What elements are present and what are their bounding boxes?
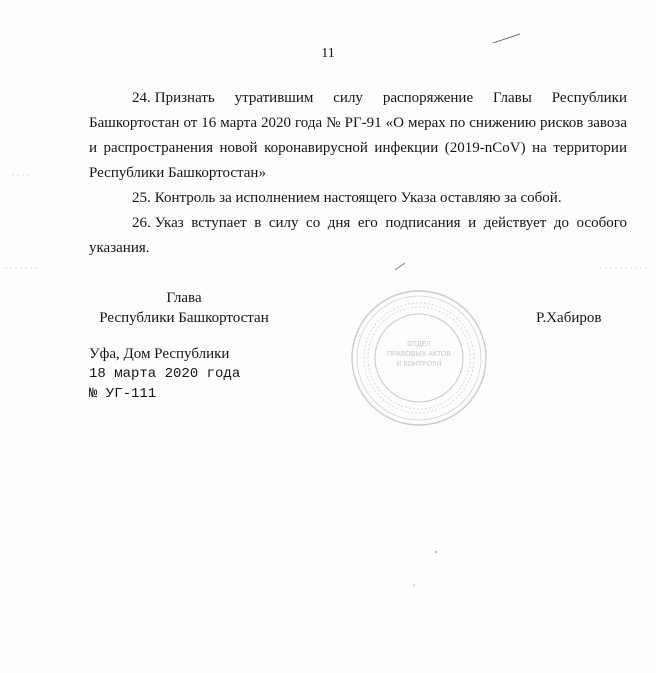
seal-center-line3: И КОНТРОЛЯ [396, 361, 442, 368]
paragraph-text: Контроль за исполнением настоящего Указа оставляю за собой. [154, 190, 562, 206]
seal-center-line1: ОТДЕЛ [407, 341, 431, 348]
place-of-signing: Уфа, Дом Республики [89, 346, 230, 362]
page-number: 11 [321, 46, 335, 61]
document-number: № УГ-111 [89, 386, 157, 402]
paragraph-number: 24. [132, 90, 151, 106]
signatory-name: Р.Хабиров [536, 310, 602, 326]
paragraph-number: 25. [132, 190, 151, 206]
paragraph-text: Признать утратившим силу распоряжение Главы Республики Башкортостан от 16 марта 2020 года № РГ-91 «О мерах по снижению рисков завоза и распространения новой коронавирусной инфекции (2019-nCoV) на территории Республики Башкортостан» [89, 90, 627, 181]
signatory-title-line1: Глава [166, 290, 202, 306]
paragraph-number: 26. [132, 215, 151, 231]
signing-date: 18 марта 2020 года [89, 366, 241, 382]
signatory-title-line2: Республики Башкортостан [99, 310, 269, 326]
paragraph-text: Указ вступает в силу со дня его подписания и действует до особого указания. [89, 215, 627, 256]
seal-center-line2: ПРАВОВЫХ АКТОВ [386, 351, 452, 358]
